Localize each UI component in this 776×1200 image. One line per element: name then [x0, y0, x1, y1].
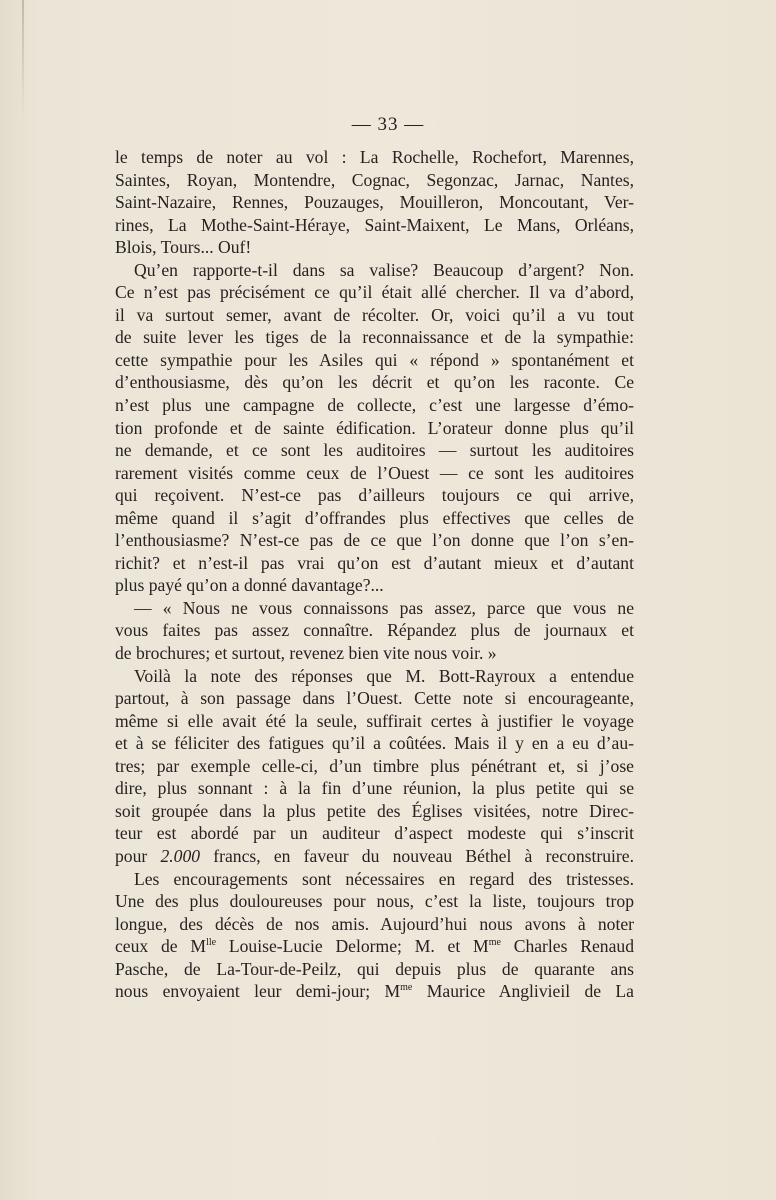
- text-line: d’enthousiasme, dès qu’on les décrit et qu’on les raconte. Ce: [115, 372, 634, 393]
- text-line: cette sympathie pour les Asiles qui « répond » spontanément et: [115, 349, 634, 370]
- text-line: l’enthousiasme? N’est-ce pas de ce que l’on donne que l’on s’en-: [115, 530, 634, 551]
- text-fragment: francs, en faveur du nouveau Béthel à reconstruire.: [200, 845, 634, 866]
- text-line: qui reçoivent. N’est-ce pas d’ailleurs toujours ce qui arrive,: [115, 485, 634, 506]
- text-line: tion profonde et de sainte édification. L’orateur donne plus qu’il: [115, 417, 634, 438]
- amount-emphasis: 2.000: [160, 845, 201, 866]
- text-line: Voilà la note des réponses que M. Bott-Rayroux a entendue: [134, 665, 634, 686]
- text-line: richit? et n’est-il pas vrai qu’on est d’autant mieux et d’autant: [115, 552, 634, 573]
- text-fragment: nous envoyaient leur demi-jour; M: [115, 981, 401, 1002]
- page-number: — 33 —: [351, 114, 425, 135]
- text-line: Une des plus douloureuses pour nous, c’est la liste, toujours trop: [115, 891, 634, 912]
- text-line: et à se féliciter des fatigues qu’il a coûtées. Mais il y en a eu d’au-: [115, 733, 634, 754]
- text-line: [115, 845, 634, 868]
- text-line: longue, des décès de nos amis. Aujourd’hui nous avons à noter: [115, 913, 634, 934]
- text-line: teur est abordé par un auditeur d’aspect modeste qui s’inscrit: [115, 823, 634, 844]
- text-line: rines, La Mothe-Saint-Héraye, Saint-Maixent, Le Mans, Orléans,: [115, 214, 634, 235]
- text-line: même si elle avait été la seule, suffirait certes à justifier le voyage: [115, 710, 634, 731]
- text-line: de brochures; et surtout, revenez bien vite nous voir. »: [115, 643, 497, 664]
- text-fragment: pour: [115, 845, 161, 866]
- text-line: Saintes, Royan, Montendre, Cognac, Segonzac, Jarnac, Nantes,: [115, 169, 634, 190]
- title-abbrev-superscript: me: [400, 982, 413, 994]
- text-line: — « Nous ne vous connaissons pas assez, parce que vous ne: [134, 597, 634, 618]
- title-abbrev-superscript: me: [488, 937, 501, 949]
- text-line: Blois, Tours... Ouf!: [115, 237, 252, 258]
- text-line: [115, 935, 634, 958]
- text-fragment: ceux de M: [115, 936, 207, 957]
- text-fragment: Charles Renaud: [500, 936, 634, 957]
- text-line: tres; par exemple celle-ci, d’un timbre plus pénétrant et, si j’ose: [115, 755, 634, 776]
- text-fragment: Louise-Lucie Delorme; M. et M: [216, 936, 489, 957]
- text-line: rarement visités comme ceux de l’Ouest — ce sont les auditoires: [115, 462, 634, 483]
- text-line: partout, à son passage dans l’Ouest. Cette note si encourageante,: [115, 688, 634, 709]
- text-line: vous faites pas assez connaître. Répandez plus de journaux et: [115, 620, 634, 641]
- text-line: soit groupée dans la plus petite des Églises visitées, notre Direc-: [115, 800, 634, 821]
- text-line: ne demande, et ce sont les auditoires — surtout les auditoires: [115, 440, 634, 461]
- text-line: le temps de noter au vol : La Rochelle, Rochefort, Marennes,: [115, 147, 634, 167]
- text-line: Qu’en rapporte-t-il dans sa valise? Beaucoup d’argent? Non.: [134, 259, 634, 280]
- text-line: Les encouragements sont nécessaires en regard des tristesses.: [134, 868, 634, 889]
- text-line: plus payé qu’on a donné davantage?...: [115, 575, 384, 596]
- text-line: de suite lever les tiges de la reconnaissance et de la sympathie:: [115, 327, 634, 348]
- page-fold-mark: [22, 0, 24, 120]
- text-line: Ce n’est pas précisément ce qu’il était allé chercher. Il va d’abord,: [115, 282, 634, 303]
- title-abbrev-superscript: lle: [206, 937, 217, 949]
- text-fragment: Maurice Anglivieil de La: [412, 981, 634, 1002]
- text-line: Saint-Nazaire, Rennes, Pouzauges, Mouilleron, Moncoutant, Ver-: [115, 192, 634, 213]
- body-text: [115, 146, 634, 1003]
- text-line: même quand il s’agit d’offrandes plus effectives que celles de: [115, 507, 634, 528]
- text-line: n’est plus une campagne de collecte, c’est une largesse d’émo-: [115, 395, 634, 416]
- text-line: [115, 980, 634, 1003]
- text-line: il va surtout semer, avant de récolter. Or, voici qu’il a vu tout: [115, 304, 634, 325]
- text-line: dire, plus sonnant : à la fin d’une réunion, la plus petite qui se: [115, 778, 634, 799]
- text-line: Pasche, de La-Tour-de-Peilz, qui depuis plus de quarante ans: [115, 958, 634, 979]
